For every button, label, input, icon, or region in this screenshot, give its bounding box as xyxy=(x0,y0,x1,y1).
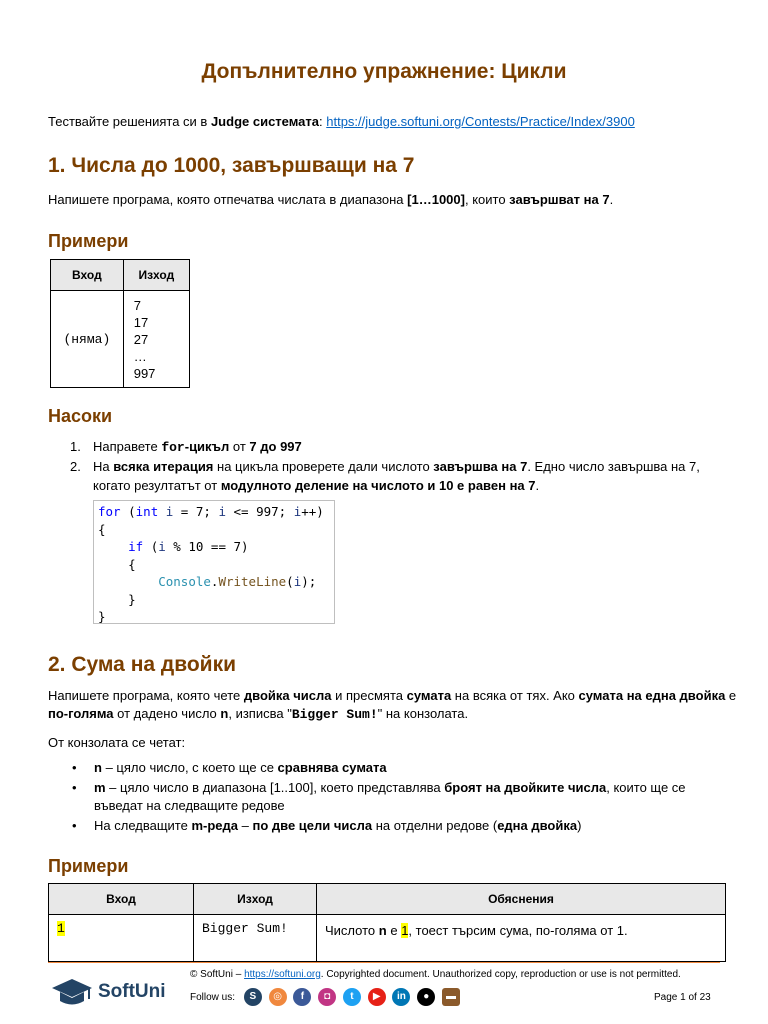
bullet-bold: една двойка xyxy=(497,818,578,833)
hint-text: . xyxy=(535,478,540,493)
hints-list xyxy=(48,437,728,495)
highlighted-input: 1 xyxy=(57,921,65,936)
code-var: i xyxy=(218,504,226,519)
bullet-dot: • xyxy=(72,780,77,795)
bullet-bold: m xyxy=(94,780,106,795)
expl-text: е xyxy=(386,923,402,938)
p-code: Bigger Sum! xyxy=(291,707,378,722)
code-text: . xyxy=(210,574,219,589)
bullet-text: – цяло число, с което ще се xyxy=(101,760,278,775)
youtube-icon[interactable]: ▶ xyxy=(368,988,386,1006)
table-row xyxy=(49,915,726,962)
list-item xyxy=(48,817,728,835)
bullet-bold: m-реда xyxy=(191,818,238,833)
twitter-icon[interactable]: t xyxy=(343,988,361,1006)
output-line: 997 xyxy=(133,366,156,381)
code-text: ( xyxy=(143,539,159,554)
example-output: Bigger Sum! xyxy=(194,915,317,962)
instagram-icon[interactable]: ◘ xyxy=(318,988,336,1006)
section1-description xyxy=(48,191,613,209)
logo-text: SoftUni xyxy=(98,981,166,1002)
output-line: 7 xyxy=(133,298,141,313)
graduation-cap-icon xyxy=(50,975,94,1009)
example-explanation xyxy=(317,915,726,962)
judge-link[interactable]: https://judge.softuni.org/Contests/Practice/Index/3900 xyxy=(326,114,635,129)
linkedin-icon[interactable]: in xyxy=(392,988,410,1006)
col-output-header: Изход xyxy=(194,884,317,915)
hint-bold: модулното деление на числото и 10 е равен на 7 xyxy=(220,478,536,493)
col-input-header: Вход xyxy=(51,260,124,291)
p-text: на всяка от тях. Ако xyxy=(451,688,579,703)
expl-text: , тоест търсим сума, по-голяма от 1. xyxy=(408,923,628,938)
code-text: ( xyxy=(120,504,136,519)
footer-social xyxy=(190,988,464,1006)
code-method: WriteLine xyxy=(218,574,287,589)
bullet-text: – цяло число в диапазона [1..100], което представлява xyxy=(105,780,445,795)
follow-label: Follow us: xyxy=(190,991,236,1003)
code-text: ( xyxy=(286,574,294,589)
col-input-header: Вход xyxy=(49,884,194,915)
hint-bold: всяка итерация xyxy=(113,459,214,474)
copyright-text: © SoftUni – xyxy=(190,969,245,980)
p-bold: по-голяма xyxy=(48,706,114,721)
hint-number: 1. xyxy=(70,439,81,454)
bullet-dot: • xyxy=(72,818,77,833)
hint-item-2 xyxy=(48,457,728,495)
hint-bold: завършва на 7 xyxy=(433,459,528,474)
code-text: { xyxy=(128,556,136,572)
code-var: i xyxy=(158,504,174,519)
bullet-text: на отделни редове ( xyxy=(372,818,498,833)
code-text: } xyxy=(128,591,136,607)
section1-examples-heading: Примери xyxy=(48,231,129,251)
hint-text: Направете xyxy=(93,439,162,454)
bullet-bold: по две цели числа xyxy=(252,818,373,833)
hint-code-for: for xyxy=(161,440,185,455)
bullet-text: , които ще се xyxy=(606,780,686,795)
code-keyword: for xyxy=(98,504,121,519)
expl-bold: n xyxy=(378,923,387,938)
code-text: = 7; xyxy=(173,504,219,519)
facebook-icon[interactable]: f xyxy=(293,988,311,1006)
output-line: … xyxy=(133,349,147,364)
example-output xyxy=(123,291,189,388)
table-header-row xyxy=(49,884,726,915)
code-text: ); xyxy=(301,574,317,589)
bullet-bold: сравнява сумата xyxy=(277,760,387,775)
desc-text-2: , които xyxy=(464,192,510,207)
list-item xyxy=(48,759,728,777)
softuni-logo[interactable] xyxy=(50,975,174,1011)
section1-hints-heading: Насоки xyxy=(48,406,113,426)
list-item xyxy=(48,779,728,815)
softuni-link[interactable]: https://softuni.org xyxy=(244,969,321,980)
code-var: i xyxy=(293,574,302,589)
section2-paragraph-2: От конзолата се четат: xyxy=(48,735,186,750)
output-line: 17 xyxy=(133,315,149,330)
intro-paragraph xyxy=(48,113,635,131)
output-line: 27 xyxy=(133,332,149,347)
p-bold-n: n xyxy=(220,706,229,721)
page-number: Page 1 of 23 xyxy=(654,992,711,1003)
store-icon[interactable]: ▬ xyxy=(442,988,460,1006)
p-text: , изписва " xyxy=(228,706,292,721)
code-text: <= 997; xyxy=(225,504,294,519)
softuni-icon[interactable]: S xyxy=(244,988,262,1006)
bullet-text: На следващите xyxy=(94,818,192,833)
footer-copyright xyxy=(190,969,681,980)
expl-highlight: 1 xyxy=(401,923,409,938)
p-text: от дадено число xyxy=(113,706,221,721)
code-keyword: int xyxy=(135,504,159,519)
intro-colon: : xyxy=(319,114,327,129)
section1-heading: 1. Числа до 1000, завършващи на 7 xyxy=(48,154,415,177)
p-text: и пресмята xyxy=(331,688,407,703)
hint-text: когато резултатът от xyxy=(93,478,221,493)
bullet-bold: броят на двойките числа xyxy=(444,780,607,795)
desc-bold: завършват на 7 xyxy=(509,192,610,207)
bullet-text: ) xyxy=(577,818,582,833)
table-header-row xyxy=(51,260,190,291)
footer-divider xyxy=(48,962,720,963)
intro-judge-bold: Judge системата xyxy=(210,114,319,129)
section2-examples-table xyxy=(48,883,726,962)
document-title: Допълнително упражнение: Цикли xyxy=(201,60,567,83)
github-icon[interactable]: ● xyxy=(417,988,435,1006)
hint-text: На xyxy=(93,459,114,474)
p-bold: двойка числа xyxy=(243,688,332,703)
code-text: ++) xyxy=(301,504,324,519)
example-input: (няма) xyxy=(51,291,124,388)
code-snippet xyxy=(93,500,335,624)
section2-heading: 2. Сума на двойки xyxy=(48,653,237,676)
col-output-header: Изход xyxy=(123,260,189,291)
intro-text: Тествайте решенията си в xyxy=(48,114,211,129)
softuni-globe-icon[interactable]: ◎ xyxy=(269,988,287,1006)
hint-text-2: от xyxy=(229,439,250,454)
bullet-text: – xyxy=(238,818,253,833)
code-class: Console xyxy=(158,574,211,589)
p-bold: сумата на една двойка xyxy=(578,688,726,703)
col-explanation-header: Обяснения xyxy=(317,884,726,915)
code-var: i xyxy=(293,504,302,519)
p-text: е xyxy=(725,688,737,703)
code-keyword: if xyxy=(128,539,144,554)
expl-text: Числото xyxy=(325,923,379,938)
hint-item-1 xyxy=(48,437,728,457)
hint-bold: -цикъл xyxy=(184,439,230,454)
code-text: { xyxy=(98,521,106,537)
p-text: Напишете програма, която чете xyxy=(48,688,244,703)
input-bullets xyxy=(48,759,728,835)
section1-examples-table xyxy=(50,259,190,388)
bullet-bold: n xyxy=(94,760,102,775)
hint-bold-range: 7 до 997 xyxy=(249,439,302,454)
hint-text: . Едно число завършва на 7, xyxy=(527,459,700,474)
table-row xyxy=(51,291,190,388)
copyright-text: . Copyrighted document. Unauthorized copy, reproduction or use is not permitted. xyxy=(320,969,681,980)
code-var: i xyxy=(158,539,166,554)
p-bold: сумата xyxy=(406,688,452,703)
p-text: " на конзолата. xyxy=(377,706,469,721)
bullet-text: въведат на следващите редове xyxy=(94,798,285,813)
code-text: } xyxy=(98,609,106,624)
bullet-dot: • xyxy=(72,760,77,775)
hint-text: на цикъла проверете дали числото xyxy=(213,459,434,474)
section2-examples-heading: Примери xyxy=(48,856,129,876)
code-text: % 10 == 7) xyxy=(165,539,249,554)
desc-range: [1…1000] xyxy=(407,192,465,207)
hint-number: 2. xyxy=(70,459,81,474)
desc-text: Напишете програма, която отпечатва числата в диапазона xyxy=(48,192,408,207)
example-input xyxy=(49,915,194,962)
section2-paragraph-1 xyxy=(48,687,736,724)
desc-end: . xyxy=(609,192,614,207)
